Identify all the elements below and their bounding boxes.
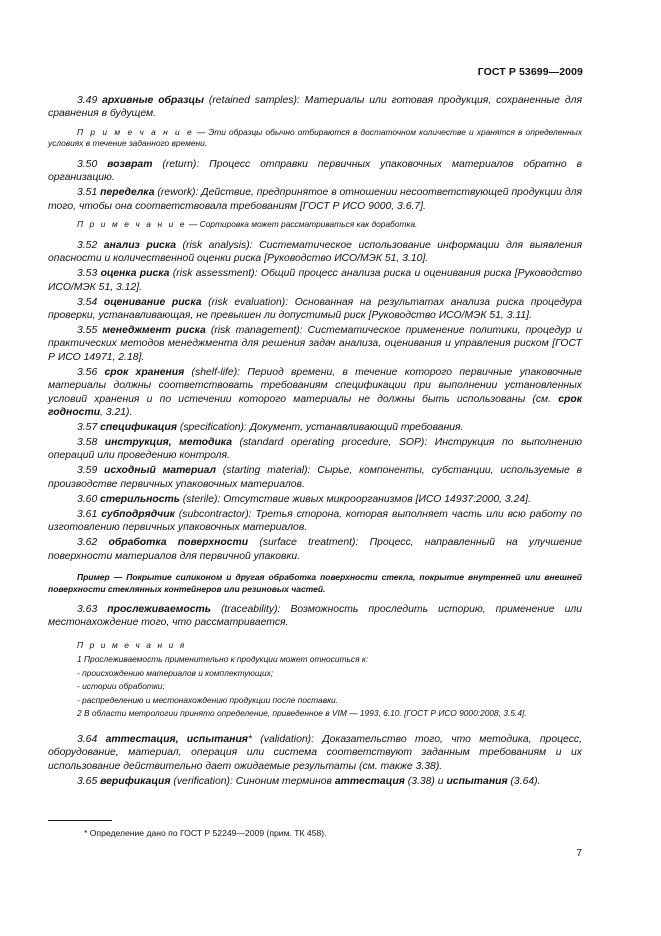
footnote: * Определение дано по ГОСТ Р 52249—2009 (прим. ТК 458). (84, 828, 327, 838)
term-entry-3-54: 3.54 оценивание риска (risk evaluation): Основанная на результатах анализа риска процедура проверки, устанавливающая, не превышен ли допустимый риск [Руководство ИСО/МЭК 51, 3.11]. (48, 296, 582, 322)
note-line: - истории обработки; (77, 681, 165, 692)
term-name: переделка (100, 187, 155, 199)
term-name: исходный материал (104, 465, 217, 477)
term-entry-3-56: 3.56 срок хранения (shelf-life): Период времени, в течение которого первичные упаковочные материалы должны соответствовать требованиям спецификации при выполнении установленных условий хранения и по истечении которого материалы не должны быть использованы (см. срок годности, 3.21). (48, 366, 583, 419)
term-entry-3-57: 3.57 спецификация (specification): Документ, устанавливающий требования. (77, 422, 464, 434)
term-name: оценка риска (100, 268, 170, 280)
note-3-51: П р и м е ч а н и е — Сортировка может рассматриваться как доработка. (77, 219, 418, 230)
term-entry-3-64: 3.64 аттестация, испытания* (validation): Доказательство того, что методика, процесс, оборудование, материал, операция или система соответствуют заданным требованиям и их использование действительно дает ожидаемые результаты (см. также 3.38). (48, 733, 582, 772)
term-entry-3-59: 3.59 исходный материал (starting material): Сырье, компоненты, субстанции, используемые в производстве первичных упаковочных материалов. (48, 465, 583, 490)
term-entry-3-51: 3.51 переделка (rework): Действие, предпринятое в отношении несоответствующей продукции для того, чтобы она соответствовала требованиям [ГОСТ Р ИСО 9000, 3.6.7]. (48, 187, 582, 212)
term-entry-3-60: 3.60 стерильность (sterile): Отсутствие живых микроорганизмов [ИСО 14937:2000, 3.24]. (77, 493, 531, 505)
term-name: обработка поверхности (108, 537, 249, 549)
notes-3-63 (48, 639, 582, 721)
term-entry-3-49: 3.49 архивные образцы (retained samples): Материалы или готовая продукция, сохраненные для сравнения в будущем. (48, 95, 582, 120)
term-entry-3-55: 3.55 менеджмент риска (risk management): Систематическое применение политики, процедур и практических методов менеджмента для решения задач анализа, оценивания и управления риском [ГОСТ Р ИСО 14971, 2.18]. (48, 325, 583, 363)
term-cross-reference: срок годности (48, 393, 582, 419)
term-name: субподрядчик (101, 508, 175, 520)
document-code-header: ГОСТ Р 53699—2009 (477, 66, 583, 78)
term-name: стерильность (100, 493, 180, 505)
term-name: возврат (107, 159, 153, 170)
note-line: 1 Прослеживаемость применительно к продукции может относиться к: (77, 653, 369, 664)
term-entry-3-62: 3.62 обработка поверхности (surface treatment): Процесс, направленный на улучшение поверхности материалов для первичной упаковки. (48, 537, 582, 562)
note-3-49: П р и м е ч а н и е — Эти образцы обычно отбираются в достаточном количестве и хранятся в определенных условиях в течение заданного времени. (48, 126, 583, 149)
footnote-divider (48, 820, 112, 821)
term-entry-3-52: 3.52 анализ риска (risk analysis): Систематическое использование информации для выявления опасности и количественной оценки риска [Руководство ИСО/МЭК 51, 3.10]. (48, 239, 583, 265)
term-name: менеджмент риска (102, 325, 206, 337)
term-name: верификация (100, 775, 171, 787)
term-entry-3-63: 3.63 прослеживаемость (traceability): Возможность проследить историю, применение или местонахождение того, что рассматривается. (48, 603, 582, 628)
term-entry-3-50: 3.50 возврат (return): Процесс отправки первичных упаковочных материалов обратно в организацию. (48, 159, 582, 184)
term-entry-3-65: 3.65 верификация (verification): Синоним терминов аттестация (3.38) и испытания (3.64). (77, 775, 541, 787)
note-line: - происхождению материалов и комплектующих; (77, 667, 274, 678)
term-name: оценивание риска (103, 296, 202, 308)
term-name: архивные образцы (102, 95, 204, 106)
term-name: прослеживаемость (107, 603, 211, 615)
term-cross-reference: аттестация (334, 775, 405, 787)
terms-section (48, 94, 582, 790)
example-3-62: Пример — Покрытие силиконом и другая обработка поверхности стекла, покрытие внутренней или внешней поверхности стеклянных контейнеров или резиновых частей. (48, 572, 582, 595)
term-name: аттестация, испытания (105, 733, 248, 745)
note-line: 2 В области метрологии принято определение, приведенное в VIM — 1993, 6.10. [ГОСТ Р ИСО 9000:2008, 3.5.4]. (77, 708, 527, 719)
term-name: инструкция, методика (104, 437, 232, 449)
term-name: анализ риска (103, 239, 177, 251)
term-entry-3-58: 3.58 инструкция, методика (standard operating procedure, SOP): Инструкция по выполнению операций или проведению контроля. (48, 437, 583, 462)
term-entry-3-53: 3.53 оценка риска (risk assessment): Общий процесс анализа риска и оценивания риска [Руководство ИСО/МЭК 51, 3.12]. (48, 268, 583, 293)
term-cross-reference: испытания (446, 775, 508, 787)
term-name: срок хранения (104, 366, 185, 378)
note-line: - распределению и местонахождению продукции после поставки. (77, 694, 339, 705)
notes-label: П р и м е ч а н и я (77, 640, 187, 651)
page-number: 7 (576, 848, 582, 859)
term-entry-3-61: 3.61 субподрядчик (subcontractor): Третья сторона, которая выполняет часть или всю работу по изготовлению первичных упаковочных материалов. (48, 508, 582, 534)
term-name: спецификация (100, 422, 177, 434)
